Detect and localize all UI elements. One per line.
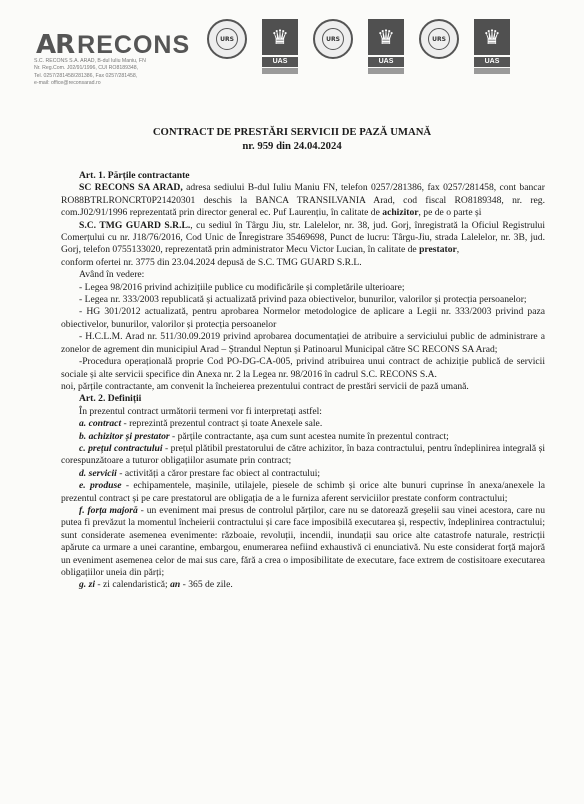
certification-badges: [206, 19, 513, 85]
uas-label: UAS: [474, 57, 510, 67]
seal-icon: URS: [419, 19, 459, 59]
contract-number: nr. 959 din 24.04.2024: [242, 140, 342, 152]
uas-badge: [365, 19, 407, 85]
party-achizitor: SC RECONS SA ARAD, adresa sediului B-dul Iuliu Maniu FN, telefon 0257/281386, fax 0257/281458, cont bancar RO88BTRLRONCRT0P21420301 deschis la BANCA TRANSILVANIA Arad, cod fiscal RO8189348, nr. reg. com.J02/91/1996 reprezentată prin director general ec. Puf Laurențiu, în calitate de achizitor, pe de o parte și: [61, 182, 545, 219]
legal-reference: - H.C.L.M. Arad nr. 511/30.09.2019 privind aprobarea documentației de atribuire a serviciului public de administrare a zonelor de agrement din municipiul Arad – Ștrandul Neptun și Patinoarul Municipal către SC RECONS SA Arad;: [61, 331, 545, 355]
company-logo: [36, 30, 190, 60]
definition-item: a. contract - reprezintă prezentul contract și toate Anexele sale.: [79, 418, 323, 430]
letterhead: [0, 0, 584, 100]
company-info-line: S.C. RECONS S.A. ARAD, B-dul Iuliu Maniu, FN: [34, 58, 146, 64]
seal-icon: URS: [313, 19, 353, 59]
definition-item: g. zi - zi calendaristică; an - 365 de zile.: [79, 579, 233, 591]
legal-reference: - HG 301/2012 actualizată, pentru aprobarea Normelor metodologice de aplicare a Legii nr. 333/2003 privind paza obiectivelor, bunurilor, valorilor și protecția persoanelor: [61, 306, 545, 330]
legal-reference: -Procedura operațională proprie Cod PO-DG-CA-005, privind atribuirea unui contract de achiziție publică de servicii sociale și alte servicii specifice din Anexa nr. 2 la Legea nr. 98/2016 în cadrul S.C. RECONS S.A.: [61, 356, 545, 380]
crown-icon: ♛: [368, 19, 404, 55]
definition-item: c. prețul contractului - prețul plătibil prestatorului de către achizitor, în baza contractului, pentru îndeplinirea integrală și corespunzătoare a tuturor obligațiilor asumate prin contract;: [61, 442, 545, 467]
paragraph: noi, părțile contractante, am convenit la încheierea prezentului contract de prestări servicii de pază umană.: [61, 380, 469, 392]
legal-reference: - Legea nr. 333/2003 republicată și actualizată privind paza obiectivelor, bunurilor, valorilor și protecția persoanelor;: [79, 294, 527, 306]
seal-icon: URS: [207, 19, 247, 59]
company-info-line: Nr. Reg.Com. J02/91/1996, CUI RO8189348,: [34, 65, 139, 72]
article-heading: Art. 2. Definiții: [79, 393, 142, 405]
logo-name: RECONS: [77, 30, 191, 59]
crown-icon: ♛: [474, 19, 510, 55]
paragraph: Având în vedere:: [79, 269, 145, 281]
certification-seal-badge: [418, 19, 460, 85]
definition-item: b. achizitor și prestator - părțile contractante, așa cum sunt acestea numite în prezentul contract;: [79, 430, 449, 442]
paragraph: conform ofertei nr. 3775 din 23.04.2024 depusă de S.C. TMG GUARD S.R.L.: [61, 256, 362, 268]
crown-icon: ♛: [262, 19, 298, 55]
company-info-line: Tel. 0257/281458/281386, Fax 0257/281458,: [34, 72, 138, 79]
certification-seal-badge: [312, 19, 354, 85]
uas-label: UAS: [368, 57, 404, 67]
definition-item: f. forța majoră - un eveniment mai presus de controlul părților, care nu se datorează greșelii sau vinei acestora, care nu putea fi prevăzut la momentul încheierii contractului și care face imposibilă executarea și, respectiv, îndeplinirea contractului; sunt considerate asemenea evenimente: războaie, revoluții, incendii, inundații sau orice alte catastrofe naturale, restricții apărute ca urmare a unei carantine, embargou, enumerarea nefiind exhaustivă ci enunciativă. Nu este considerat forță majoră un eveniment asemenea celor de mai sus care, fără a crea o imposibilitate de executare, face extrem de costisitoare executarea obligațiilor uneia din părți;: [61, 504, 545, 578]
company-info: [34, 58, 146, 87]
uas-label: UAS: [262, 57, 298, 67]
contract-body: [61, 170, 545, 592]
logo-mark: AR: [36, 30, 75, 60]
definition-item: e. produse - echipamentele, mașinile, utilajele, piesele de schimb și orice alte bunuri cuprinse în anexa/anexele la prezentul contract și pe care prestatorul are obligația de a le furniza aferent serviciilor prestate conform contractului;: [61, 480, 545, 504]
company-email: e-mail: office@reconsarad.ro: [34, 79, 101, 86]
contract-title: CONTRACT DE PRESTĂRI SERVICII DE PAZĂ UMANĂ: [152, 126, 432, 138]
party-prestator: S.C. TMG GUARD S.R.L., cu sediul în Târgu Jiu, str. Lalelelor, nr. 38, jud. Gorj, înregistrată la Oficiul Registrului Comerțului cu nr. J18/76/2016, Cod Unic de Înregistrare 35469698, Punct de lucru: Târgu-Jiu, strada Lalelelor, nr. 3B, jud. Gorj, telefon 0755133020, reprezentată prin administrator Mecu Victor Lucian, în calitate de prestator,: [61, 219, 545, 256]
article-heading: Art. 1. Părțile contractante: [79, 170, 190, 181]
legal-reference: - Legea 98/2016 privind achizițiile publice cu modificările și completările ulterioare;: [79, 281, 405, 293]
certification-seal-badge: [206, 19, 248, 85]
uas-badge: [471, 19, 513, 85]
definition-item: d. servicii - activități a căror prestare fac obiect al contractului;: [79, 467, 321, 479]
uas-badge: [259, 19, 301, 85]
paragraph: În prezentul contract următorii termeni vor fi interpretați astfel:: [79, 405, 322, 417]
